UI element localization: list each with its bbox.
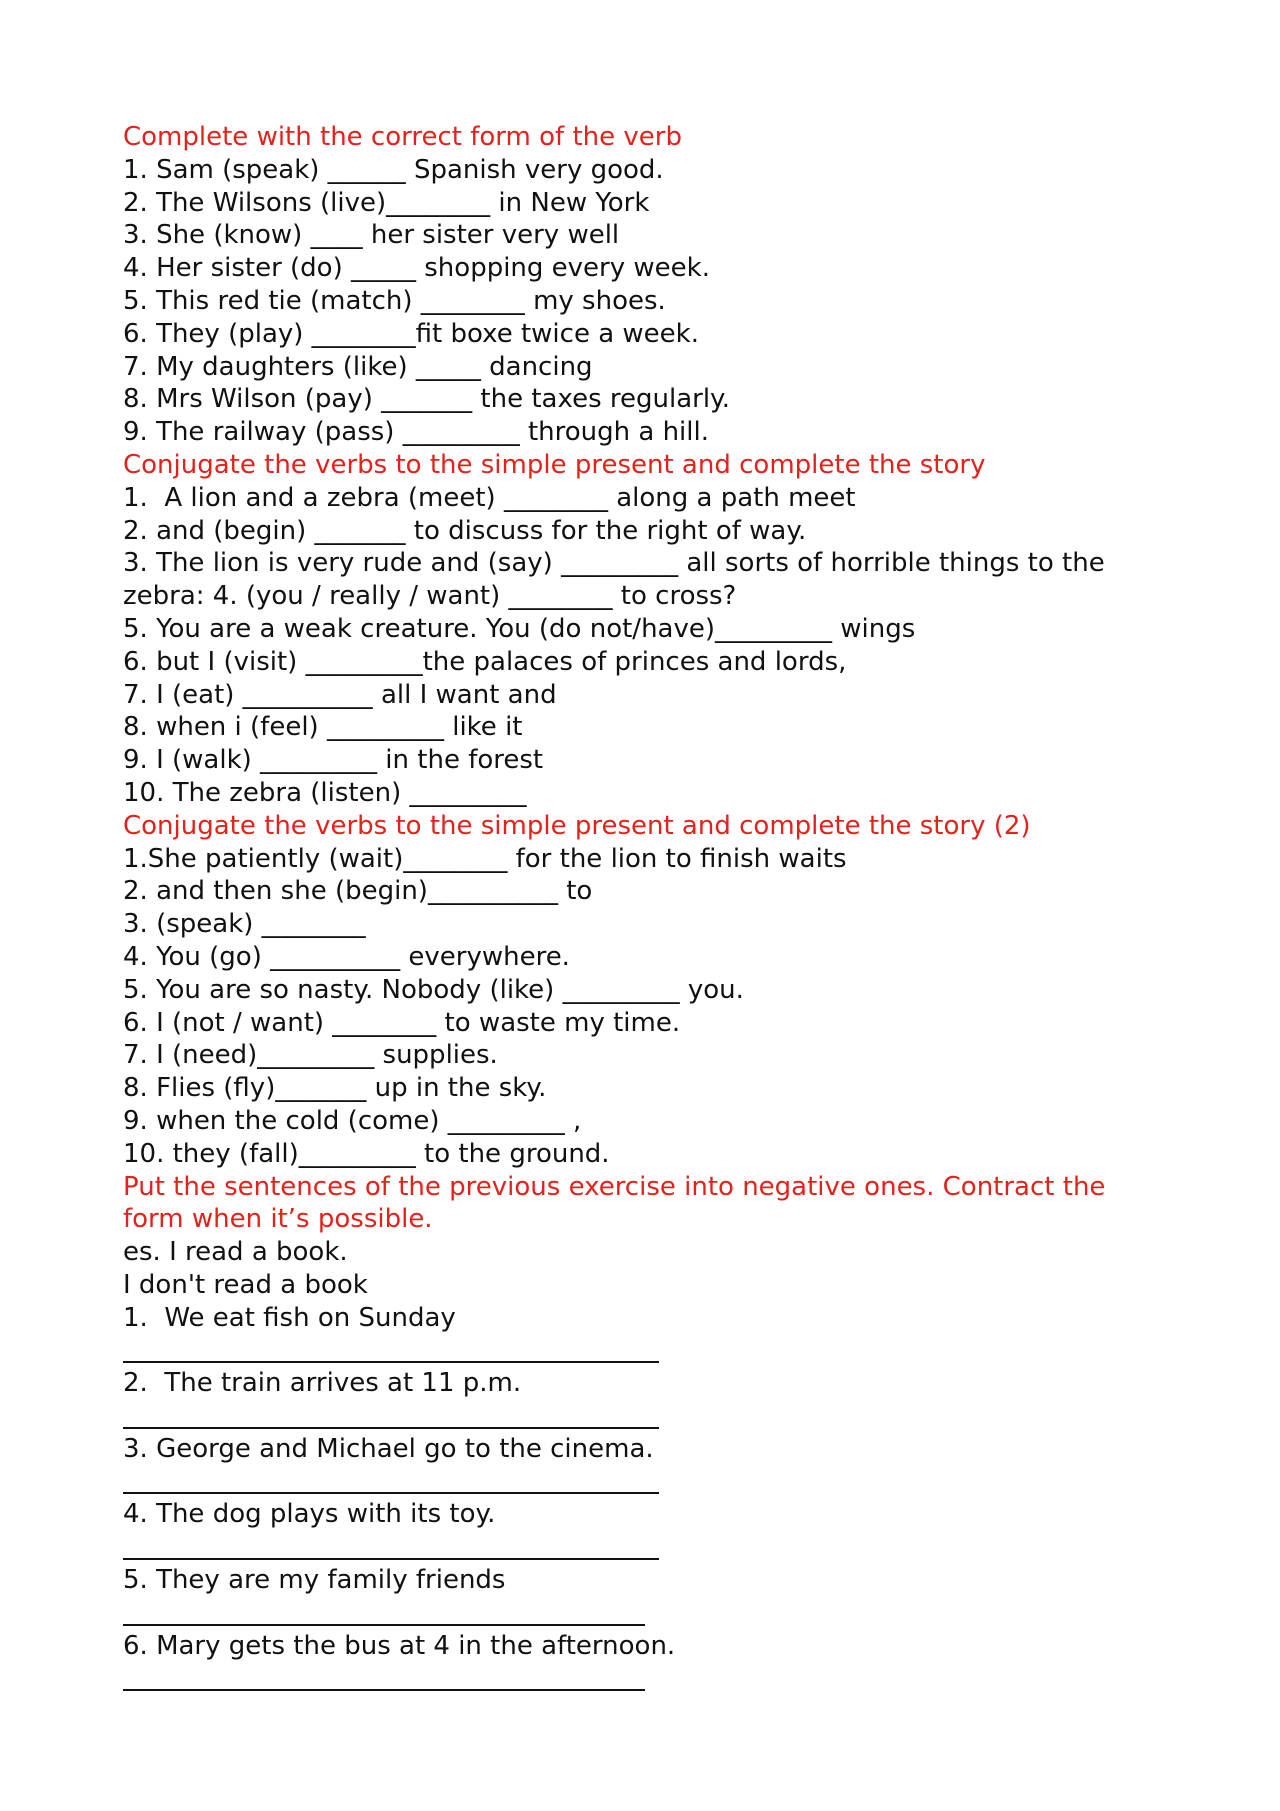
section2-item-5: 5. You are a weak creature. You (do not/have)_________ wings	[123, 613, 916, 644]
answer-line-2[interactable]	[123, 1400, 1153, 1433]
section3-item-5: 5. You are so nasty. Nobody (like) _________ you.	[123, 974, 744, 1005]
section3-item-3: 3. (speak) ________	[123, 909, 366, 940]
section1-item-2: 2. The Wilsons (live)________ in New York	[123, 187, 650, 218]
section4-item-5: 5. They are my family friends	[123, 1565, 506, 1596]
section2-heading: Conjugate the verbs to the simple present and complete the story	[123, 449, 986, 480]
section1-item-8: 8. Mrs Wilson (pay) _______ the taxes regularly.	[123, 384, 730, 415]
answer-line-1[interactable]	[123, 1334, 1153, 1367]
section3-item-8: 8. Flies (fly)_______ up in the sky.	[123, 1073, 547, 1104]
answer-line-6[interactable]	[123, 1662, 1153, 1695]
answer-rule	[123, 1558, 659, 1560]
section3-item-10: 10. they (fall)_________ to the ground.	[123, 1138, 610, 1169]
section2-item-1: 1. A lion and a zebra (meet) ________ along a path meet	[123, 482, 856, 513]
answer-line-5[interactable]	[123, 1597, 1153, 1630]
section4-item-2: 2. The train arrives at 11 p.m.	[123, 1368, 522, 1399]
section4-example-answer: I don't read a book	[123, 1269, 368, 1300]
answer-rule	[123, 1427, 659, 1429]
answer-rule	[123, 1624, 645, 1626]
section2-item-3: 3. The lion is very rude and (say) _________ all sorts of horrible things to the zebra: 4. (you / really / want) ________ to cross?	[123, 548, 1113, 612]
section4-item-6: 6. Mary gets the bus at 4 in the afternoon.	[123, 1630, 676, 1661]
section2-item-6: 6. but I (visit) _________the palaces of princes and lords,	[123, 646, 847, 677]
section3-item-4: 4. You (go) __________ everywhere.	[123, 941, 570, 972]
section1-item-6: 6. They (play) ________fit boxe twice a week.	[123, 318, 699, 349]
section1-item-5: 5. This red tie (match) ________ my shoes.	[123, 285, 666, 316]
section4-example-sentence: es. I read a book.	[123, 1237, 348, 1268]
answer-rule	[123, 1361, 659, 1363]
section1-heading: Complete with the correct form of the verb	[123, 122, 682, 152]
section4-item-4: 4. The dog plays with its toy.	[123, 1499, 496, 1530]
section2-item-8: 8. when i (feel) _________ like it	[123, 712, 523, 743]
section4-item-1: 1. We eat fish on Sunday	[123, 1302, 456, 1333]
section3-item-6: 6. I (not / want) ________ to waste my time.	[123, 1007, 681, 1038]
section3-heading: Conjugate the verbs to the simple present and complete the story (2)	[123, 810, 1031, 841]
section1-item-3: 3. She (know) ____ her sister very well	[123, 220, 620, 251]
section2-item-7: 7. I (eat) __________ all I want and	[123, 679, 557, 710]
section1-item-1: 1. Sam (speak) ______ Spanish very good.	[123, 154, 664, 185]
section1-item-7: 7. My daughters (like) _____ dancing	[123, 351, 593, 382]
answer-line-4[interactable]	[123, 1531, 1153, 1564]
section3-item-9: 9. when the cold (come) _________ ,	[123, 1105, 582, 1136]
section1-item-9: 9. The railway (pass) _________ through a hill.	[123, 417, 709, 448]
answer-rule	[123, 1689, 645, 1691]
section3-item-1: 1.She patiently (wait)________ for the lion to finish waits	[123, 843, 847, 874]
answer-line-3[interactable]	[123, 1466, 1153, 1499]
section4-item-3: 3. George and Michael go to the cinema.	[123, 1433, 654, 1464]
worksheet-content	[123, 121, 1153, 1695]
section2-item-2: 2. and (begin) _______ to discuss for the right of way.	[123, 515, 807, 546]
section3-item-7: 7. I (need)_________ supplies.	[123, 1040, 498, 1071]
section2-item-9: 9. I (walk) _________ in the forest	[123, 745, 544, 776]
section2-item-10: 10. The zebra (listen) _________	[123, 777, 527, 808]
section1-item-4: 4. Her sister (do) _____ shopping every week.	[123, 253, 710, 284]
answer-rule	[123, 1492, 659, 1494]
section3-item-2: 2. and then she (begin)__________ to	[123, 876, 593, 907]
section4-heading: Put the sentences of the previous exercise into negative ones. Contract the form when it’s possible.	[123, 1171, 1106, 1235]
